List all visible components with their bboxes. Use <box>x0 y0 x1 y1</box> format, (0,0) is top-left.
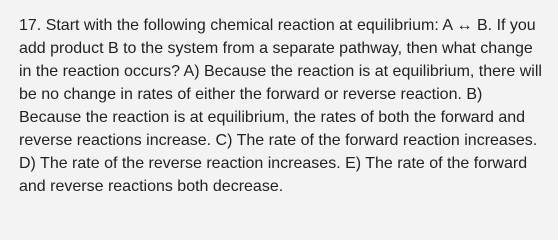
question-text: 17. Start with the following chemical reaction at equilibrium: A ↔ B. If you add product B to the system from a separate pathway, then what change in the reaction occurs? A) Because the reaction is at equilibrium, there will be no change in rates of either the forward or reverse reaction. B) Because the reaction is at equilibrium, the rates of both the forward and reverse reactions increase. C) The rate of the forward reaction increases. D) The rate of the reverse reaction increases. E) The rate of the forward and reverse reactions both decrease. <box>19 17 542 195</box>
